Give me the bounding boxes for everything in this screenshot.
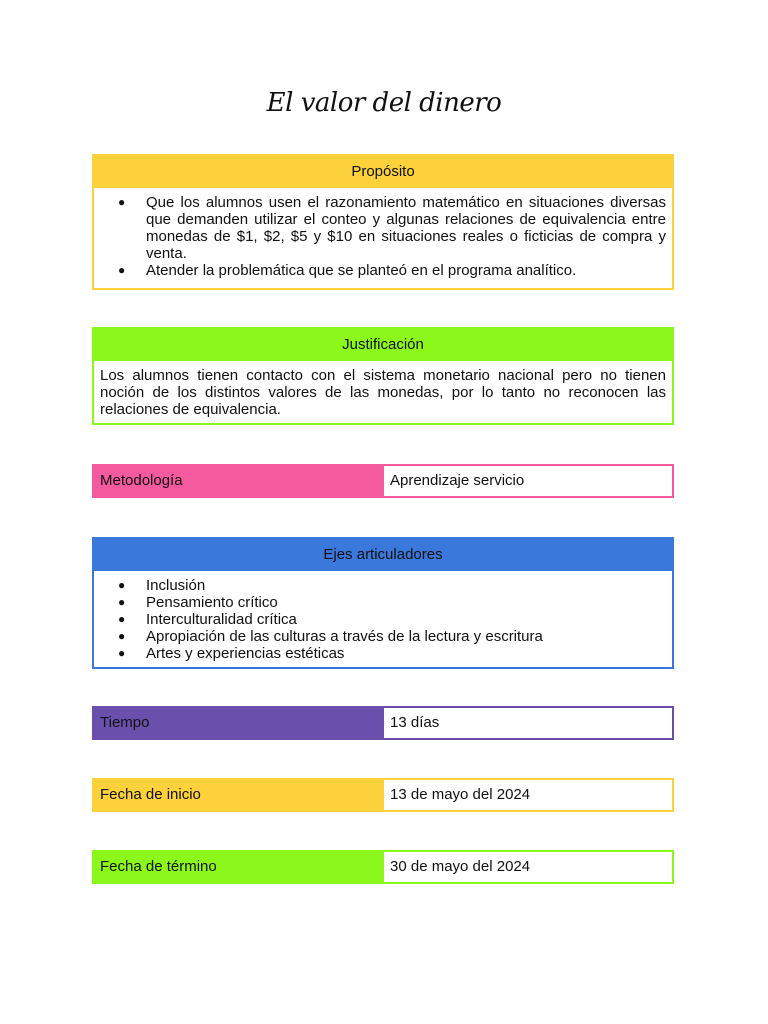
fecha-termino-row	[92, 850, 674, 884]
ejes-box	[92, 537, 674, 669]
proposito-box	[92, 154, 674, 290]
fecha-inicio-value: 13 de mayo del 2024	[390, 786, 531, 803]
list-item: ● Inclusión	[146, 577, 666, 594]
metodologia-row	[92, 464, 674, 498]
list-item: ● Que los alumnos usen el razonamiento matemático en situaciones diversas que demanden utilizar el conteo y algunas relaciones de equivalencia entre monedas de $1, $2, $5 y $10 en situaciones reales o ficticias de compra y venta.	[146, 194, 666, 262]
tiempo-label: Tiempo	[94, 708, 384, 738]
page-title: El valor del dinero	[266, 88, 502, 118]
tiempo-value: 13 días	[390, 714, 440, 731]
justificacion-header: Justificación	[94, 329, 672, 361]
justificacion-box	[92, 327, 674, 425]
fecha-termino-label: Fecha de término	[94, 852, 384, 882]
ejes-list	[94, 571, 672, 668]
list-item: ● Artes y experiencias estéticas	[146, 645, 666, 662]
metodologia-value: Aprendizaje servicio	[390, 472, 525, 489]
fecha-inicio-label: Fecha de inicio	[94, 780, 384, 810]
list-item: ● Atender la problemática que se planteó en el programa analítico.	[146, 262, 666, 279]
proposito-header: Propósito	[94, 156, 672, 188]
ejes-header: Ejes articuladores	[94, 539, 672, 571]
proposito-list	[94, 188, 672, 285]
list-item: ● Pensamiento crítico	[146, 594, 666, 611]
list-item: ● Apropiación de las culturas a través de la lectura y escritura	[146, 628, 666, 645]
fecha-inicio-row	[92, 778, 674, 812]
metodologia-label: Metodología	[94, 466, 384, 496]
tiempo-row	[92, 706, 674, 740]
list-item: ● Interculturalidad crítica	[146, 611, 666, 628]
justificacion-text: Los alumnos tienen contacto con el sistema monetario nacional pero no tienen noción de los distintos valores de las monedas, por lo tanto no reconocen las relaciones de equivalencia.	[100, 367, 666, 418]
fecha-termino-value: 30 de mayo del 2024	[390, 858, 531, 875]
